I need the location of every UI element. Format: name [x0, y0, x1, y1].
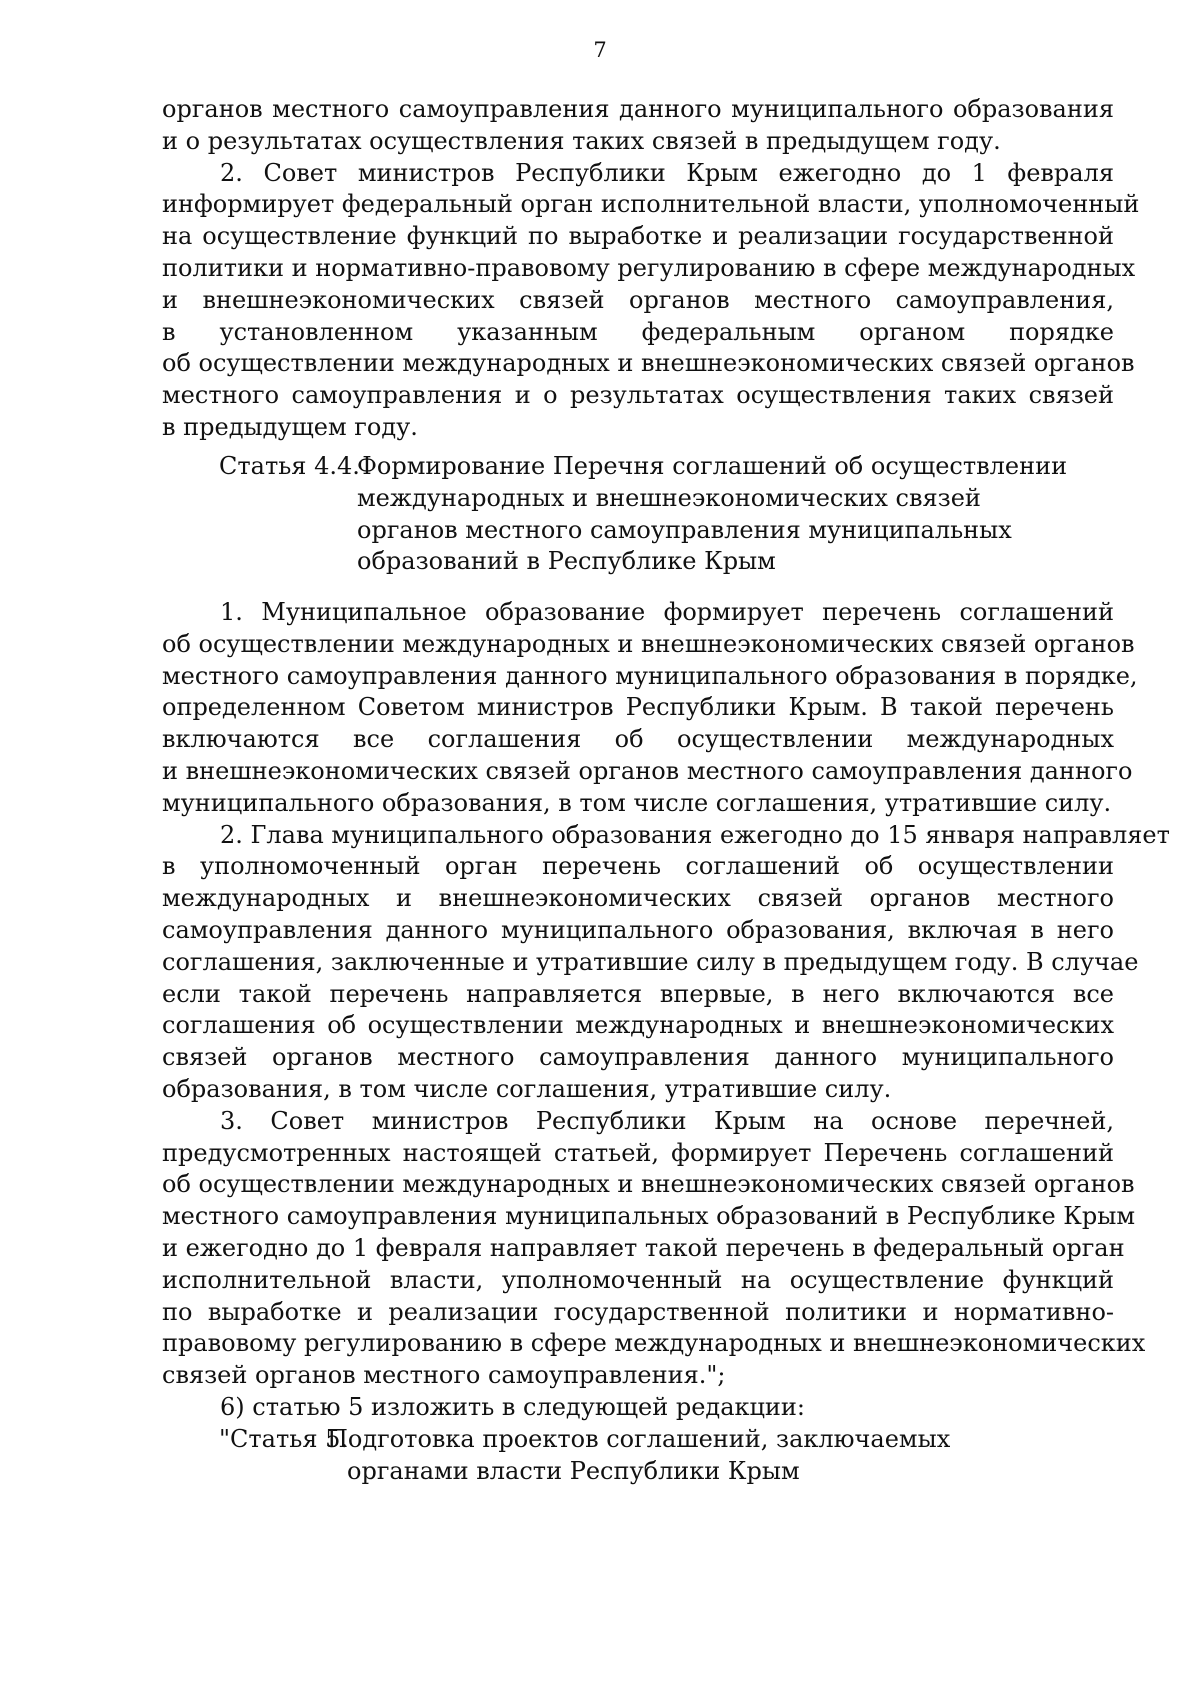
text-line: связей органов местного самоуправления."; — [162, 1361, 726, 1390]
text-line: 1. Муниципальное образование формирует перечень соглашений — [220, 598, 1114, 626]
text-line: местного самоуправления и о результатах осуществления таких связей — [162, 381, 1114, 410]
text-line: об осуществлении международных и внешнеэкономических связей органов — [162, 349, 1135, 378]
text-line: самоуправления данного муниципального образования, включая в него — [162, 915, 1114, 944]
article-title — [357, 451, 1067, 578]
text-line: в уполномоченный орган перечень соглашений об осуществлении — [162, 852, 1114, 881]
text-line: на осуществление функций по выработке и реализации государственной — [162, 222, 1114, 251]
text-line: правовому регулированию в сфере международных и внешнеэкономических — [162, 1329, 1146, 1358]
text-line: местного самоуправления муниципальных образований в Республике Крым — [162, 1202, 1135, 1231]
text-line: связей органов местного самоуправления данного муниципального — [162, 1043, 1114, 1072]
article-title-line: органов местного самоуправления муниципальных — [357, 515, 1012, 544]
text-line: муниципального образования, в том числе соглашения, утратившие силу. — [162, 788, 1112, 817]
article-title-continuation — [347, 1456, 800, 1488]
text-line: в предыдущем году. — [162, 412, 418, 441]
text-line: и о результатах осуществления таких связей в предыдущем году. — [162, 126, 1001, 155]
text-line: и ежегодно до 1 февраля направляет такой перечень в федеральный орган — [162, 1233, 1125, 1262]
text-line: и внешнеэкономических связей органов местного самоуправления, — [162, 285, 1114, 314]
text-line: в установленном указанным федеральным органом порядке — [162, 317, 1114, 346]
text-line: включаются все соглашения об осуществлении международных — [162, 725, 1114, 754]
text-line: органов местного самоуправления данного муниципального образования — [162, 95, 1114, 123]
article-title-line: Подготовка проектов соглашений, заключаемых — [327, 1425, 951, 1453]
text-line: 2. Совет министров Республики Крым ежегодно до 1 февраля — [220, 158, 1114, 187]
page-number: 7 — [593, 38, 607, 62]
text-line: предусмотренных настоящей статьей, формирует Перечень соглашений — [162, 1138, 1114, 1167]
text-line: информирует федеральный орган исполнительной власти, уполномоченный — [162, 190, 1140, 219]
text-line: 2. Глава муниципального образования ежегодно до 15 января направляет — [220, 820, 1170, 849]
paragraph-block-1 — [162, 94, 1140, 444]
text-line: исполнительной власти, уполномоченный на осуществление функций — [162, 1265, 1114, 1294]
text-line: по выработке и реализации государственной политики и нормативно- — [162, 1297, 1114, 1326]
text-line: об осуществлении международных и внешнеэкономических связей органов — [162, 629, 1135, 658]
text-line: международных и внешнеэкономических связей органов местного — [162, 884, 1114, 913]
paragraph-block-2 — [162, 597, 1170, 1424]
text-line: 6) статью 5 изложить в следующей редакции: — [220, 1392, 806, 1421]
article-title-line: органами власти Республики Крым — [347, 1456, 800, 1485]
text-line: об осуществлении международных и внешнеэкономических связей органов — [162, 1170, 1135, 1199]
text-line: местного самоуправления данного муниципального образования в порядке, — [162, 661, 1138, 690]
article-title — [327, 1424, 950, 1456]
article-title-line: международных и внешнеэкономических связей — [357, 483, 981, 512]
text-line: соглашения об осуществлении международных и внешнеэкономических — [162, 1011, 1114, 1040]
text-line: если такой перечень направляется впервые, в него включаются все — [162, 979, 1114, 1008]
text-line: соглашения, заключенные и утратившие силу в предыдущем году. В случае — [162, 947, 1139, 976]
text-line: и внешнеэкономических связей органов местного самоуправления данного — [162, 756, 1133, 785]
article-label: "Статья 5. — [219, 1425, 348, 1453]
text-line: образования, в том числе соглашения, утратившие силу. — [162, 1074, 892, 1103]
article-title-line: Формирование Перечня соглашений об осуществлении — [357, 452, 1068, 480]
article-label: Статья 4.4. — [219, 452, 360, 480]
text-line: политики и нормативно-правовому регулированию в сфере международных — [162, 253, 1136, 282]
article-title-line: образований в Республике Крым — [357, 547, 776, 576]
text-line: определенном Советом министров Республики Крым. В такой перечень — [162, 693, 1114, 722]
text-line: 3. Совет министров Республики Крым на основе перечней, — [220, 1106, 1114, 1135]
